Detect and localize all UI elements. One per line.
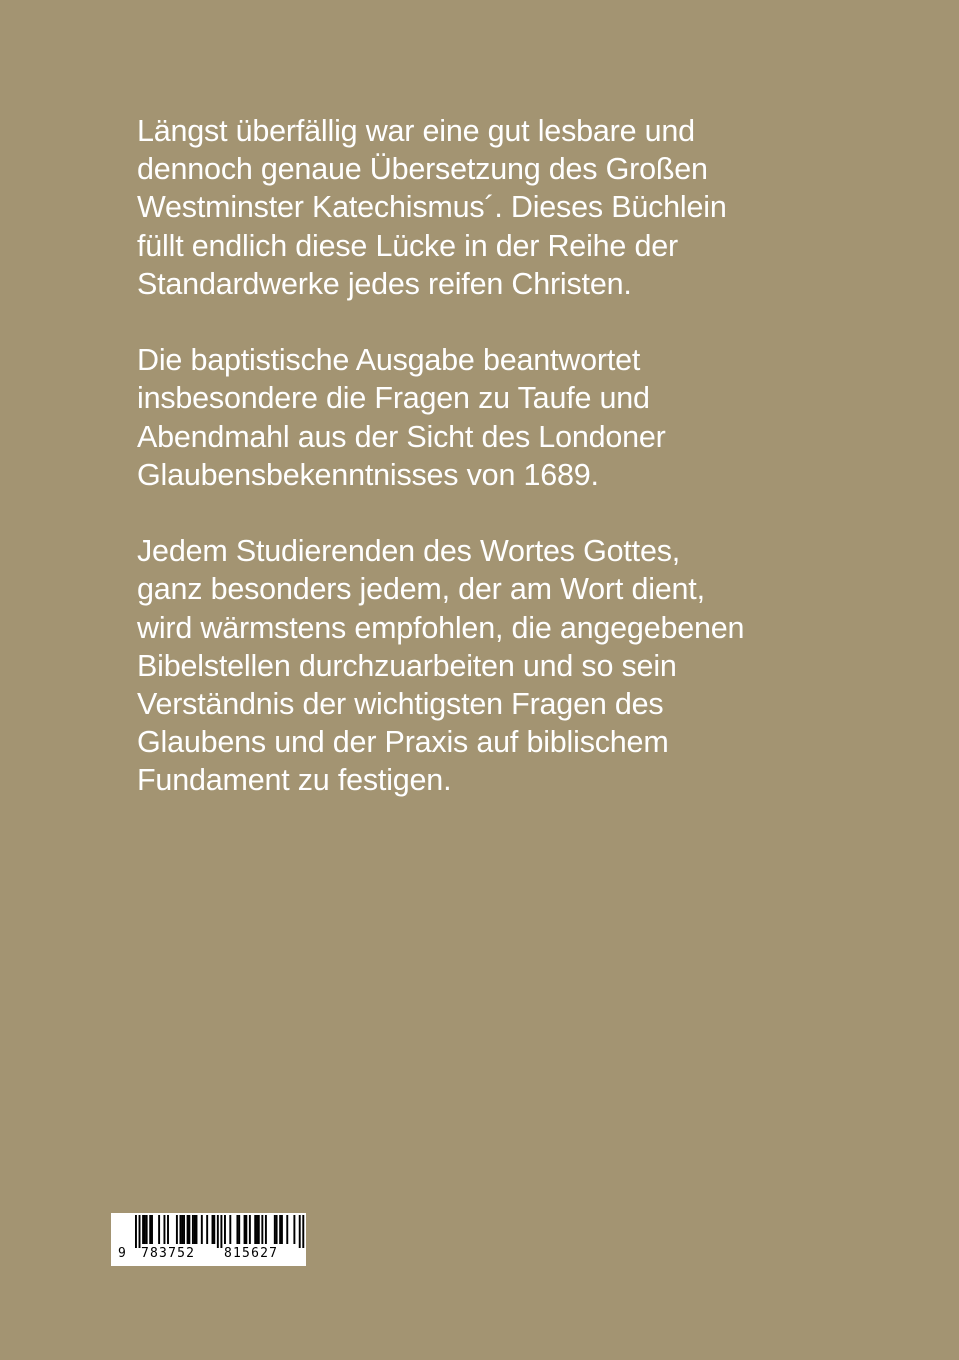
barcode-bar (244, 1215, 246, 1244)
barcode-bar (261, 1215, 263, 1244)
text-line: Die baptistische Ausgabe beantwortet (137, 343, 641, 378)
text-line: Längst überfällig war eine gut lesbare und (137, 114, 695, 148)
barcode-bar (196, 1215, 198, 1244)
barcode-bar (146, 1215, 148, 1244)
barcode-bar (167, 1215, 169, 1244)
text-line: ganz besonders jedem, der am Wort dient, (137, 572, 705, 607)
barcode-bar (206, 1215, 208, 1244)
barcode-bar (254, 1215, 256, 1244)
barcode-bar (213, 1215, 215, 1244)
barcode-bar (144, 1215, 146, 1244)
barcode-bar (236, 1215, 238, 1244)
text-line: dennoch genaue Übersetzung des Großen (137, 152, 708, 187)
barcode-bar (201, 1215, 203, 1244)
text-line: insbesondere die Fragen zu Taufe und (137, 381, 650, 416)
blurb-paragraph-2 (137, 341, 837, 494)
barcode-right-digits: 815627 (224, 1246, 279, 1261)
barcode-bar (158, 1215, 160, 1244)
barcode-left-digits: 783752 (141, 1246, 196, 1261)
barcode-bar (229, 1215, 231, 1244)
text-line: Bibelstellen durchzuarbeiten und so sein (137, 648, 677, 683)
barcode-digits (111, 1244, 306, 1264)
isbn-barcode (111, 1213, 306, 1266)
barcode-bar (194, 1215, 196, 1244)
barcode-bar (245, 1215, 247, 1244)
barcode-bar (238, 1215, 240, 1244)
barcode-bar (176, 1215, 178, 1244)
barcode-bar (286, 1215, 288, 1244)
text-line: Standardwerke jedes reifen Christen. (137, 266, 632, 301)
barcode-bar (258, 1215, 260, 1244)
barcode-bar (181, 1215, 183, 1244)
barcode-bar (187, 1215, 189, 1244)
blurb-text (137, 112, 837, 838)
text-line: Westminster Katechismus´. Dieses Büchlein (137, 190, 727, 225)
barcode-bar (163, 1215, 165, 1244)
barcode-bar (224, 1215, 226, 1244)
barcode-bar (281, 1215, 283, 1244)
barcode-bar (293, 1215, 295, 1244)
text-line: Verständnis der wichtigsten Fragen des (137, 687, 664, 722)
barcode-bar (188, 1215, 190, 1244)
barcode-bar (180, 1215, 182, 1244)
barcode-bar (256, 1215, 258, 1244)
text-line: füllt endlich diese Lücke in der Reihe der (137, 228, 678, 263)
blurb-paragraph-3 (137, 532, 837, 799)
barcode-bar (279, 1215, 281, 1244)
barcode-bar (151, 1215, 153, 1244)
text-line: Glaubensbekenntnisses von 1689. (137, 457, 599, 492)
barcode-bar (212, 1215, 214, 1244)
text-line: wird wärmstens empfohlen, die angegebenen (137, 610, 745, 645)
barcode-bar (142, 1215, 144, 1244)
text-line: Glaubens und der Praxis auf biblischem (137, 725, 669, 760)
barcode-bar (192, 1215, 194, 1244)
barcode-bar (249, 1215, 251, 1244)
barcode-bar (149, 1215, 151, 1244)
text-line: Jedem Studierenden des Wortes Gottes, (137, 534, 681, 569)
barcode-bar (274, 1215, 276, 1244)
barcode-prefix-digit: 9 (118, 1246, 128, 1261)
barcode-bar (276, 1215, 278, 1244)
text-line: Fundament zu festigen. (137, 763, 452, 798)
barcode-bar (265, 1215, 267, 1244)
barcode-bar (183, 1215, 185, 1244)
blurb-paragraph-1 (137, 112, 837, 303)
text-line: Abendmahl aus der Sicht des Londoner (137, 419, 666, 454)
